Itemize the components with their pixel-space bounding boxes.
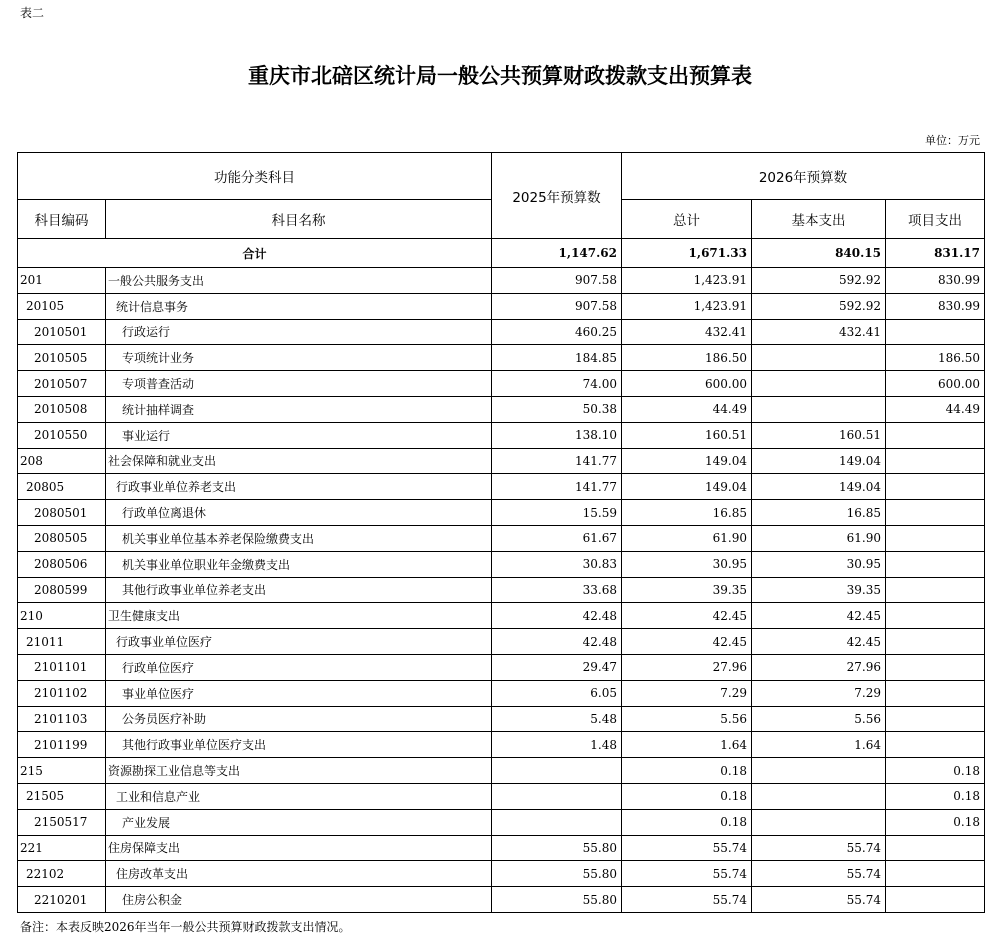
row-basic: 27.96	[752, 654, 886, 680]
header-functional-category: 功能分类科目	[18, 153, 492, 200]
row-b2025: 55.80	[492, 861, 622, 887]
header-basic: 基本支出	[752, 200, 886, 239]
row-project	[886, 474, 985, 500]
row-code: 2101101	[18, 654, 106, 680]
row-project: 186.50	[886, 345, 985, 371]
row-b2025: 460.25	[492, 319, 622, 345]
row-basic	[752, 758, 886, 784]
row-project	[886, 500, 985, 526]
row-name: 专项统计业务	[106, 345, 492, 371]
row-project: 830.99	[886, 268, 985, 294]
table-row	[18, 293, 985, 319]
row-total: 160.51	[622, 422, 752, 448]
row-basic: 160.51	[752, 422, 886, 448]
table-row	[18, 758, 985, 784]
row-total: 0.18	[622, 758, 752, 784]
row-b2025: 33.68	[492, 577, 622, 603]
row-basic: 42.45	[752, 629, 886, 655]
row-b2025	[492, 758, 622, 784]
row-code: 2010507	[18, 371, 106, 397]
row-basic: 7.29	[752, 680, 886, 706]
row-name: 机关事业单位职业年金缴费支出	[106, 551, 492, 577]
row-total: 55.74	[622, 887, 752, 913]
row-b2025: 29.47	[492, 654, 622, 680]
total-basic: 840.15	[752, 239, 886, 268]
row-name: 事业运行	[106, 422, 492, 448]
row-project	[886, 448, 985, 474]
row-code: 2010505	[18, 345, 106, 371]
row-total: 432.41	[622, 319, 752, 345]
row-total: 27.96	[622, 654, 752, 680]
row-basic	[752, 396, 886, 422]
row-name: 住房保障支出	[106, 835, 492, 861]
page-title: 重庆市北碚区统计局一般公共预算财政拨款支出预算表	[248, 64, 752, 88]
row-b2025	[492, 783, 622, 809]
row-total: 16.85	[622, 500, 752, 526]
row-project	[886, 706, 985, 732]
row-name: 事业单位医疗	[106, 680, 492, 706]
row-total: 0.18	[622, 809, 752, 835]
row-name: 工业和信息产业	[106, 783, 492, 809]
row-total: 1,423.91	[622, 293, 752, 319]
table-row	[18, 783, 985, 809]
row-project: 44.49	[886, 396, 985, 422]
row-code: 2080505	[18, 525, 106, 551]
row-b2025: 6.05	[492, 680, 622, 706]
footnote: 备注：本表反映2026年当年一般公共预算财政拨款支出情况。	[20, 920, 351, 934]
row-project	[886, 861, 985, 887]
row-basic	[752, 809, 886, 835]
row-name: 资源勘探工业信息等支出	[106, 758, 492, 784]
row-name: 行政单位离退休	[106, 500, 492, 526]
row-project: 0.18	[886, 809, 985, 835]
row-basic: 1.64	[752, 732, 886, 758]
row-name: 住房公积金	[106, 887, 492, 913]
row-name: 其他行政事业单位医疗支出	[106, 732, 492, 758]
row-code: 215	[18, 758, 106, 784]
row-code: 21505	[18, 783, 106, 809]
row-name: 其他行政事业单位养老支出	[106, 577, 492, 603]
row-total: 149.04	[622, 474, 752, 500]
row-project	[886, 551, 985, 577]
row-total: 1,423.91	[622, 268, 752, 294]
row-name: 公务员医疗补助	[106, 706, 492, 732]
row-code: 2101102	[18, 680, 106, 706]
table-row	[18, 887, 985, 913]
row-code: 2080501	[18, 500, 106, 526]
row-name: 行政事业单位养老支出	[106, 474, 492, 500]
row-basic: 16.85	[752, 500, 886, 526]
row-b2025: 141.77	[492, 448, 622, 474]
unit-label: 单位：万元	[925, 134, 980, 147]
row-b2025: 184.85	[492, 345, 622, 371]
table-row	[18, 474, 985, 500]
table-row	[18, 268, 985, 294]
row-name: 产业发展	[106, 809, 492, 835]
row-b2025: 42.48	[492, 629, 622, 655]
row-b2025: 74.00	[492, 371, 622, 397]
row-total: 39.35	[622, 577, 752, 603]
row-name: 统计信息事务	[106, 293, 492, 319]
table-row	[18, 422, 985, 448]
row-b2025: 1.48	[492, 732, 622, 758]
row-total: 44.49	[622, 396, 752, 422]
row-basic: 42.45	[752, 603, 886, 629]
row-b2025: 5.48	[492, 706, 622, 732]
table-row	[18, 732, 985, 758]
row-code: 2101199	[18, 732, 106, 758]
row-project	[886, 654, 985, 680]
row-code: 2150517	[18, 809, 106, 835]
row-basic: 149.04	[752, 474, 886, 500]
row-basic: 5.56	[752, 706, 886, 732]
table-row	[18, 809, 985, 835]
table-row	[18, 319, 985, 345]
row-project	[886, 629, 985, 655]
row-basic: 432.41	[752, 319, 886, 345]
row-name: 卫生健康支出	[106, 603, 492, 629]
row-total: 30.95	[622, 551, 752, 577]
row-total: 0.18	[622, 783, 752, 809]
row-code: 2010508	[18, 396, 106, 422]
row-basic: 149.04	[752, 448, 886, 474]
row-name: 行政运行	[106, 319, 492, 345]
table-row	[18, 396, 985, 422]
row-code: 2010501	[18, 319, 106, 345]
row-code: 2080599	[18, 577, 106, 603]
total-row	[18, 239, 985, 268]
table-row	[18, 577, 985, 603]
row-total: 42.45	[622, 603, 752, 629]
table-row	[18, 500, 985, 526]
row-project	[886, 680, 985, 706]
row-total: 7.29	[622, 680, 752, 706]
row-total: 55.74	[622, 861, 752, 887]
row-basic: 61.90	[752, 525, 886, 551]
row-code: 208	[18, 448, 106, 474]
row-basic: 55.74	[752, 861, 886, 887]
row-b2025: 55.80	[492, 835, 622, 861]
row-code: 20805	[18, 474, 106, 500]
row-project	[886, 577, 985, 603]
row-b2025: 15.59	[492, 500, 622, 526]
row-basic: 55.74	[752, 887, 886, 913]
row-total: 61.90	[622, 525, 752, 551]
row-basic: 592.92	[752, 268, 886, 294]
table-row	[18, 603, 985, 629]
row-basic: 592.92	[752, 293, 886, 319]
row-total: 600.00	[622, 371, 752, 397]
row-total: 186.50	[622, 345, 752, 371]
row-code: 20105	[18, 293, 106, 319]
row-code: 2010550	[18, 422, 106, 448]
table-row	[18, 345, 985, 371]
table-row	[18, 654, 985, 680]
row-total: 1.64	[622, 732, 752, 758]
budget-table	[17, 152, 985, 913]
total-project: 831.17	[886, 239, 985, 268]
row-code: 2101103	[18, 706, 106, 732]
table-row	[18, 448, 985, 474]
row-basic: 30.95	[752, 551, 886, 577]
row-project	[886, 319, 985, 345]
row-total: 149.04	[622, 448, 752, 474]
row-code: 2210201	[18, 887, 106, 913]
row-b2025: 30.83	[492, 551, 622, 577]
row-code: 2080506	[18, 551, 106, 577]
row-b2025: 50.38	[492, 396, 622, 422]
row-total: 5.56	[622, 706, 752, 732]
row-b2025: 907.58	[492, 293, 622, 319]
row-project: 600.00	[886, 371, 985, 397]
row-code: 21011	[18, 629, 106, 655]
row-project	[886, 835, 985, 861]
total-b2025: 1,147.62	[492, 239, 622, 268]
row-project	[886, 525, 985, 551]
table-row	[18, 629, 985, 655]
row-b2025: 42.48	[492, 603, 622, 629]
table-row	[18, 371, 985, 397]
row-project: 830.99	[886, 293, 985, 319]
row-project	[886, 603, 985, 629]
row-name: 住房改革支出	[106, 861, 492, 887]
row-name: 机关事业单位基本养老保险缴费支出	[106, 525, 492, 551]
table-row	[18, 706, 985, 732]
row-b2025: 141.77	[492, 474, 622, 500]
table-row	[18, 680, 985, 706]
header-code: 科目编码	[18, 200, 106, 239]
total-total: 1,671.33	[622, 239, 752, 268]
header-name: 科目名称	[106, 200, 492, 239]
row-name: 行政事业单位医疗	[106, 629, 492, 655]
row-basic: 39.35	[752, 577, 886, 603]
header-budget-2025: 2025年预算数	[492, 153, 622, 239]
row-b2025: 55.80	[492, 887, 622, 913]
row-code: 221	[18, 835, 106, 861]
row-code: 210	[18, 603, 106, 629]
table-row	[18, 861, 985, 887]
table-row	[18, 525, 985, 551]
row-basic	[752, 371, 886, 397]
row-name: 行政单位医疗	[106, 654, 492, 680]
header-total: 总计	[622, 200, 752, 239]
row-basic	[752, 345, 886, 371]
table-row	[18, 835, 985, 861]
table-tag: 表二	[20, 6, 45, 20]
row-b2025: 61.67	[492, 525, 622, 551]
total-label: 合计	[18, 239, 492, 268]
row-b2025: 138.10	[492, 422, 622, 448]
row-project	[886, 732, 985, 758]
header-project: 项目支出	[886, 200, 985, 239]
row-b2025: 907.58	[492, 268, 622, 294]
row-project	[886, 422, 985, 448]
row-basic	[752, 783, 886, 809]
table-row	[18, 551, 985, 577]
header-budget-2026: 2026年预算数	[622, 153, 985, 200]
row-project: 0.18	[886, 783, 985, 809]
row-code: 201	[18, 268, 106, 294]
row-total: 55.74	[622, 835, 752, 861]
row-project	[886, 887, 985, 913]
row-name: 专项普查活动	[106, 371, 492, 397]
row-name: 一般公共服务支出	[106, 268, 492, 294]
row-code: 22102	[18, 861, 106, 887]
row-project: 0.18	[886, 758, 985, 784]
row-name: 社会保障和就业支出	[106, 448, 492, 474]
row-total: 42.45	[622, 629, 752, 655]
row-name: 统计抽样调查	[106, 396, 492, 422]
row-b2025	[492, 809, 622, 835]
row-basic: 55.74	[752, 835, 886, 861]
